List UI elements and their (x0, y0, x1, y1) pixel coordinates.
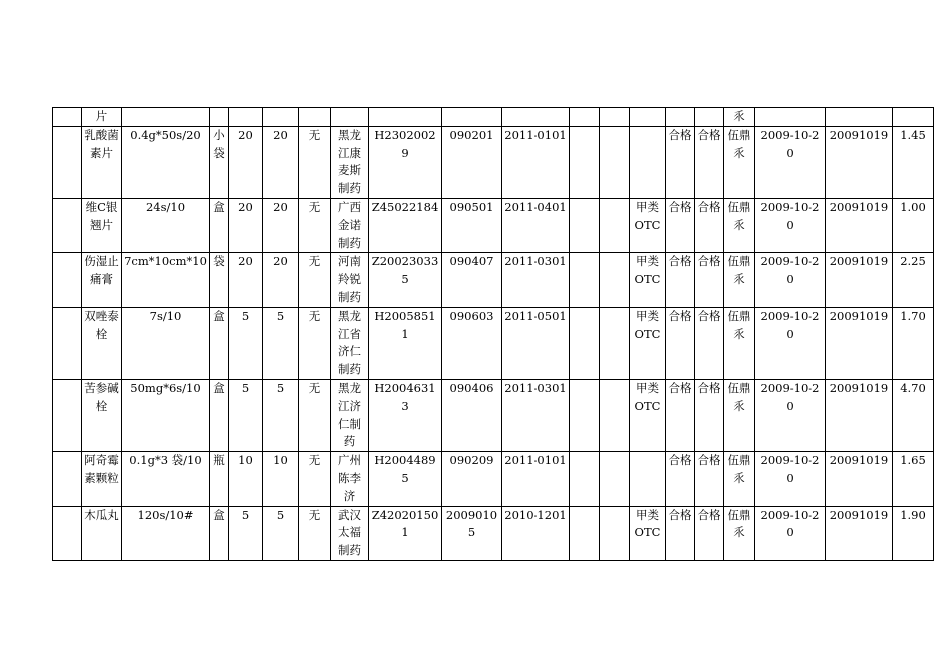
date-cell: 2009-10-20 (755, 253, 826, 307)
price-cell: 2.25 (893, 253, 934, 307)
date-cell: 2009-10-20 (755, 198, 826, 252)
table-cell: 片 (82, 108, 122, 127)
spec-cell: 120s/10# (122, 506, 210, 560)
date-cell: 20091019 (826, 379, 893, 451)
date-cell: 2009-10-20 (755, 452, 826, 506)
table-cell (600, 108, 630, 127)
price-cell: 4.70 (893, 379, 934, 451)
table-row (53, 108, 934, 127)
unit-cell: 小袋 (210, 126, 229, 198)
table-cell (600, 506, 630, 560)
drug-name-cell: 阿奇霉素颗粒 (82, 452, 122, 506)
batch-number-cell: 090501 (442, 198, 502, 252)
quantity-cell: 20 (229, 198, 263, 252)
spec-cell: 0.1g*3 袋/10 (122, 452, 210, 506)
drug-name-cell: 伤湿止痛膏 (82, 253, 122, 307)
quantity-cell: 20 (263, 198, 299, 252)
table-cell (53, 506, 82, 560)
approval-number-cell: H20058511 (369, 307, 442, 379)
manufacturer-cell: 广西金诺制药 (331, 198, 369, 252)
table-cell (331, 108, 369, 127)
table-cell (826, 108, 893, 127)
table-cell (570, 506, 600, 560)
batch-number-cell: 090209 (442, 452, 502, 506)
table-cell (695, 108, 724, 127)
date-cell: 20091019 (826, 307, 893, 379)
otc-class-cell: 甲类OTC (630, 198, 666, 252)
otc-class-cell: 甲类OTC (630, 253, 666, 307)
expiry-cell: 2011-0301 (502, 379, 570, 451)
table-cell (369, 108, 442, 127)
inspector-cell: 伍鼎乑 (724, 307, 755, 379)
table-cell: 无 (299, 307, 331, 379)
table-cell (53, 253, 82, 307)
table-cell (53, 307, 82, 379)
quantity-cell: 5 (229, 379, 263, 451)
manufacturer-cell: 广州陈李济 (331, 452, 369, 506)
quality-cell: 合格 (666, 253, 695, 307)
spec-cell: 7cm*10cm*10 (122, 253, 210, 307)
inspector-cell: 伍鼎乑 (724, 506, 755, 560)
quality-cell: 合格 (695, 379, 724, 451)
table-row (53, 126, 934, 198)
quantity-cell: 5 (229, 307, 263, 379)
manufacturer-cell: 黑龙江省济仁制药 (331, 307, 369, 379)
table-cell (122, 108, 210, 127)
expiry-cell: 2011-0501 (502, 307, 570, 379)
table-cell: 乑 (724, 108, 755, 127)
table-cell (299, 108, 331, 127)
otc-class-cell (630, 452, 666, 506)
price-cell: 1.70 (893, 307, 934, 379)
date-cell: 20091019 (826, 198, 893, 252)
date-cell: 20091019 (826, 253, 893, 307)
table-cell (53, 452, 82, 506)
expiry-cell: 2011-0401 (502, 198, 570, 252)
table-cell (600, 379, 630, 451)
table-cell (600, 198, 630, 252)
quality-cell: 合格 (695, 198, 724, 252)
batch-number-cell: 20090105 (442, 506, 502, 560)
drug-name-cell: 苦参碱栓 (82, 379, 122, 451)
table-row (53, 198, 934, 252)
table-cell: 无 (299, 452, 331, 506)
quality-cell: 合格 (666, 452, 695, 506)
price-cell: 1.65 (893, 452, 934, 506)
spec-cell: 7s/10 (122, 307, 210, 379)
quantity-cell: 10 (263, 452, 299, 506)
table-row (53, 307, 934, 379)
quantity-cell: 20 (229, 126, 263, 198)
quality-cell: 合格 (666, 198, 695, 252)
quantity-cell: 10 (229, 452, 263, 506)
approval-number-cell: H23020029 (369, 126, 442, 198)
table-row (53, 253, 934, 307)
unit-cell: 盒 (210, 506, 229, 560)
table-cell (53, 108, 82, 127)
quantity-cell: 20 (263, 253, 299, 307)
table-cell (53, 379, 82, 451)
quality-cell: 合格 (695, 506, 724, 560)
date-cell: 20091019 (826, 452, 893, 506)
date-cell: 2009-10-20 (755, 506, 826, 560)
quality-cell: 合格 (666, 379, 695, 451)
table-cell (570, 379, 600, 451)
quantity-cell: 5 (263, 379, 299, 451)
table-cell (210, 108, 229, 127)
table-cell (53, 198, 82, 252)
table-row (53, 506, 934, 560)
unit-cell: 盒 (210, 198, 229, 252)
table-cell (666, 108, 695, 127)
quality-cell: 合格 (695, 452, 724, 506)
unit-cell: 盒 (210, 379, 229, 451)
manufacturer-cell: 河南羚锐制药 (331, 253, 369, 307)
quantity-cell: 5 (263, 307, 299, 379)
unit-cell: 袋 (210, 253, 229, 307)
manufacturer-cell: 武汉太福制药 (331, 506, 369, 560)
expiry-cell: 2010-1201 (502, 506, 570, 560)
quality-cell: 合格 (666, 126, 695, 198)
quality-cell: 合格 (666, 506, 695, 560)
quality-cell: 合格 (695, 253, 724, 307)
table-cell (600, 253, 630, 307)
table-cell: 无 (299, 253, 331, 307)
approval-number-cell: H20044895 (369, 452, 442, 506)
table-cell (229, 108, 263, 127)
spec-cell: 24s/10 (122, 198, 210, 252)
batch-number-cell: 090201 (442, 126, 502, 198)
inspector-cell: 伍鼎乑 (724, 253, 755, 307)
quantity-cell: 20 (263, 126, 299, 198)
table-cell (755, 108, 826, 127)
quality-cell: 合格 (695, 307, 724, 379)
otc-class-cell: 甲类OTC (630, 506, 666, 560)
date-cell: 2009-10-20 (755, 126, 826, 198)
manufacturer-cell: 黑龙江济仁制药 (331, 379, 369, 451)
batch-number-cell: 090407 (442, 253, 502, 307)
quality-cell: 合格 (666, 307, 695, 379)
drug-name-cell: 双唑泰栓 (82, 307, 122, 379)
table-cell (570, 198, 600, 252)
table-cell: 无 (299, 506, 331, 560)
otc-class-cell: 甲类OTC (630, 379, 666, 451)
expiry-cell: 2011-0101 (502, 126, 570, 198)
table-cell (630, 108, 666, 127)
table-cell (600, 307, 630, 379)
table-cell (600, 452, 630, 506)
approval-number-cell: H20046313 (369, 379, 442, 451)
otc-class-cell (630, 126, 666, 198)
table-cell (53, 126, 82, 198)
approval-number-cell: Z20023033 5 (369, 253, 442, 307)
date-cell: 20091019 (826, 126, 893, 198)
table-cell (263, 108, 299, 127)
table-cell: 无 (299, 379, 331, 451)
date-cell: 2009-10-20 (755, 307, 826, 379)
otc-class-cell: 甲类OTC (630, 307, 666, 379)
quality-cell: 合格 (695, 126, 724, 198)
drug-inspection-table (52, 107, 934, 561)
table-cell (570, 452, 600, 506)
expiry-cell: 2011-0301 (502, 253, 570, 307)
table-cell (570, 253, 600, 307)
table-cell (570, 108, 600, 127)
table-cell (570, 307, 600, 379)
date-cell: 2009-10-20 (755, 379, 826, 451)
unit-cell: 盒 (210, 307, 229, 379)
drug-name-cell: 乳酸菌素片 (82, 126, 122, 198)
quantity-cell: 5 (263, 506, 299, 560)
table-row (53, 452, 934, 506)
inspector-cell: 伍鼎乑 (724, 198, 755, 252)
manufacturer-cell: 黑龙江康麦斯制药 (331, 126, 369, 198)
inspector-cell: 伍鼎乑 (724, 126, 755, 198)
table-row (53, 379, 934, 451)
spec-cell: 0.4g*50s/20 (122, 126, 210, 198)
date-cell: 20091019 (826, 506, 893, 560)
spec-cell: 50mg*6s/10 (122, 379, 210, 451)
drug-name-cell: 维C银翘片 (82, 198, 122, 252)
expiry-cell: 2011-0101 (502, 452, 570, 506)
inspector-cell: 伍鼎乑 (724, 379, 755, 451)
table-cell (570, 126, 600, 198)
approval-number-cell: Z42020150 1 (369, 506, 442, 560)
inspector-cell: 伍鼎乑 (724, 452, 755, 506)
table-cell (442, 108, 502, 127)
quantity-cell: 5 (229, 506, 263, 560)
table-cell: 无 (299, 126, 331, 198)
quantity-cell: 20 (229, 253, 263, 307)
table-cell (502, 108, 570, 127)
batch-number-cell: 090406 (442, 379, 502, 451)
drug-name-cell: 木瓜丸 (82, 506, 122, 560)
table-cell (600, 126, 630, 198)
approval-number-cell: Z45022184 (369, 198, 442, 252)
unit-cell: 瓶 (210, 452, 229, 506)
price-cell: 1.45 (893, 126, 934, 198)
price-cell: 1.00 (893, 198, 934, 252)
table-cell: 无 (299, 198, 331, 252)
batch-number-cell: 090603 (442, 307, 502, 379)
table-cell (893, 108, 934, 127)
price-cell: 1.90 (893, 506, 934, 560)
